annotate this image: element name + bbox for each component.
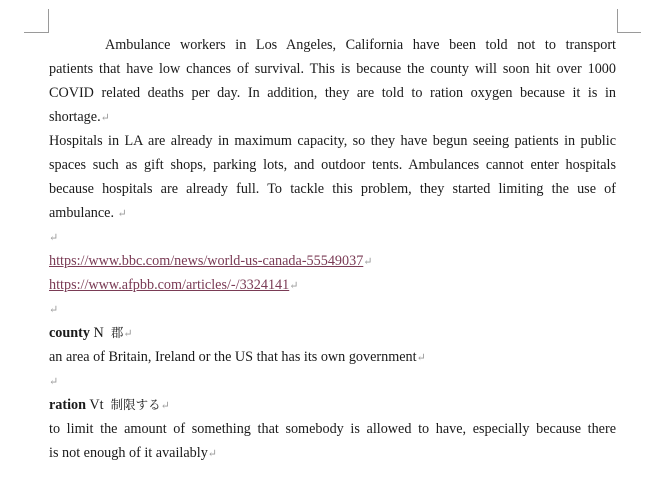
source-link-bbc[interactable]: https://www.bbc.com/news/world-us-canada-55549037 [49,253,364,269]
vocab-entry-ration [49,393,616,417]
paragraph-1-line-3: COVID related deaths per day. In addition, they are told to ration oxygen because it is in [49,85,616,101]
vocab-japanese: 郡 [110,325,124,340]
document-body[interactable] [49,33,616,465]
vocab-part-of-speech: N [90,325,104,341]
paragraph-mark: ↵ [123,328,133,340]
paragraph-mark: ↵ [207,448,218,460]
vocab-definition-county: an area of Britain, Ireland or the US that has its own government↵ [49,349,426,365]
paragraph-mark: ↵ [49,232,59,244]
vocab-definition-ration-line-2: is not enough of it availably↵ [49,445,218,461]
vocab-term: county [49,325,90,341]
vocab-japanese: 制限する [110,397,161,412]
paragraph-mark: ↵ [416,352,426,364]
empty-line [49,369,616,393]
vocab-term: ration [49,397,87,413]
paragraph-1-line-2: patients that have low chances of survival. This is because the county will soon hit over 1000 [49,61,616,77]
vocab-part-of-speech: Vt [86,397,104,413]
paragraph-mark: ↵ [49,304,59,316]
source-link-afpbb[interactable]: https://www.afpbb.com/articles/-/3324141 [49,277,290,293]
vocab-entry-county [49,321,616,345]
paragraph-mark: ↵ [363,256,373,268]
paragraph-mark: ↵ [117,208,127,220]
empty-line [49,297,616,321]
paragraph-mark: ↵ [49,376,59,388]
source-link-line-2 [49,273,616,297]
vocab-definition-ration-line-1: to limit the amount of something that somebody is allowed to have, especially because there [49,421,616,437]
crop-mark-top-left [24,9,49,33]
paragraph-mark: ↵ [100,112,110,124]
paragraph-2-line-2: spaces such as gift shops, parking lots, and outdoor tents. Ambulances cannot enter hospitals [49,157,616,173]
empty-line [49,225,616,249]
paragraph-mark: ↵ [160,400,170,412]
paragraph-1-line-1: Ambulance workers in Los Angeles, California have been told not to transport [105,37,616,53]
paragraph-mark: ↵ [289,280,299,292]
paragraph-2-line-3: because hospitals are already full. To tackle this problem, they started limiting the use of [49,181,616,197]
paragraph-1-line-4: shortage.↵ [49,109,110,125]
paragraph-2-line-4: ambulance. ↵ [49,205,127,221]
crop-mark-top-right [617,9,641,33]
source-link-line-1 [49,249,616,273]
paragraph-2-line-1: Hospitals in LA are already in maximum capacity, so they have begun seeing patients in public [49,133,616,149]
